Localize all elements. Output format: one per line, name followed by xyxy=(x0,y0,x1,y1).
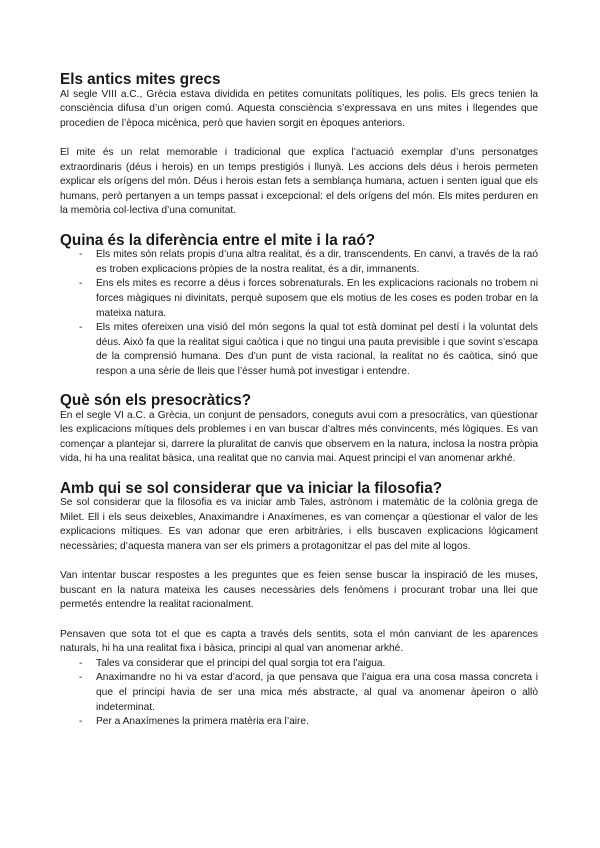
paragraph: En el segle VI a.C. a Grècia, un conjunt de pensadors, coneguts avui com a presocràtics, van qüestionar les explicacions mítiques dels problemes i en van buscar d’altres més convincents, més lògiques. Es van començar a plantejar si, darrere la pluralitat de canvis que observem en la natura, inclosa la nostra pròpia vida, hi ha una realitat bàsica, una realitat que no canvia mai. Aquest principi el van anomenar arkhé. xyxy=(60,409,538,465)
section-presocratics xyxy=(60,394,538,467)
section-mite-rao xyxy=(60,231,538,380)
list-item: - Per a Anaxímenes la primera matèria era l’aire. xyxy=(60,715,538,730)
document-body xyxy=(60,73,538,730)
bullet-list xyxy=(60,657,538,730)
section-heading: Els antics mites grecs xyxy=(60,71,221,88)
paragraph: Van intentar buscar respostes a les preguntes que es feien sense buscar la inspiració de les muses, buscant en la natura mateixa les causes necessàries dels fenòmens i procurant trobar una llei que permetés entendre la realitat racionalment. xyxy=(60,570,538,611)
list-item: - Tales va considerar que el principi del qual sorgia tot era l’aigua. xyxy=(60,657,538,672)
list-item: - Els mites són relats propis d’una altra realitat, és a dir, transcendents. En canvi, a través de la raó es troben explicacions pròpies de la nostra realitat, és a dir, immanents. xyxy=(60,248,538,277)
list-item: - Anaximandre no hi va estar d’acord, ja que pensava que l’aigua era una cosa massa concreta i que el principi havia de ser una mica més abstracte, al qual va anomenar àpeiron o allò indeterminat. xyxy=(60,671,538,715)
paragraph: El mite és un relat memorable i tradicional que explica l’actuació exemplar d’uns personatges extraordinaris (déus i herois) en un temps prestigiós i llunyà. Les accions dels déus i herois permeten explicar els orígens del món. Déus i herois estan fets a semblança humana, actuen i senten igual que els humans, però pertanyen a un temps passat i excepcional: el dels orígens del món. Els mites perduren en la memòria col·lectiva d’una comunitat. xyxy=(60,146,538,217)
bullet-list xyxy=(60,248,538,379)
section-antics-mites xyxy=(60,73,538,219)
section-heading: Amb qui se sol considerar que va iniciar la filosofia? xyxy=(60,479,443,497)
paragraph: Pensaven que sota tot el que es capta a través dels sentits, sota el món canviant de les aparences naturals, hi ha una realitat fixa i bàsica, principi al qual van anomenar arkhé. xyxy=(60,628,538,655)
list-item: - Ens els mites es recorre a déus i forces sobrenaturals. En les explicacions racionals no trobem ni forces màgiques ni divinitats, perquè suposem que els motius de les coses es poden trobar en la mateixa natura. xyxy=(60,277,538,321)
paragraph: Al segle VIII a.C., Grècia estava dividida en petites comunitats polítiques, les polis. Els grecs tenien la consciència difusa d’un origen comú. Aquesta consciència s’expressava en uns mites i llegendes que procedien de l’època micènica, però que havien sorgit en èpoques anteriors. xyxy=(60,88,538,129)
list-item: - Els mites ofereixen una visió del món segons la qual tot està dominat pel destí i la voluntat dels déus. Això fa que la realitat sigui caòtica i que no tingui una pauta previsible i que sovint s’escapa de la comprensió humana. Des d’un punt de vista racional, la realitat no és caòtica, sinó que respon a una sèrie de lleis que l’ésser humà pot investigar i entendre. xyxy=(60,321,538,379)
section-inici-filosofia xyxy=(60,479,538,730)
section-heading: Quina és la diferència entre el mite i la raó? xyxy=(60,231,376,249)
section-heading: Què són els presocràtics? xyxy=(60,392,252,410)
paragraph: Se sol considerar que la filosofia es va iniciar amb Tales, astrònom i matemàtic de la colònia grega de Milet. Ell i els seus deixebles, Anaximandre i Anaxímenes, es van començar a qüestionar el valor de les explicacions mítiques. Es van adonar que eren arbitràries, i ells buscaven explicacions lògicament necessàries; d’aquesta manera van ser els primers a protagonitzar el pas del mite al logos. xyxy=(60,497,538,552)
